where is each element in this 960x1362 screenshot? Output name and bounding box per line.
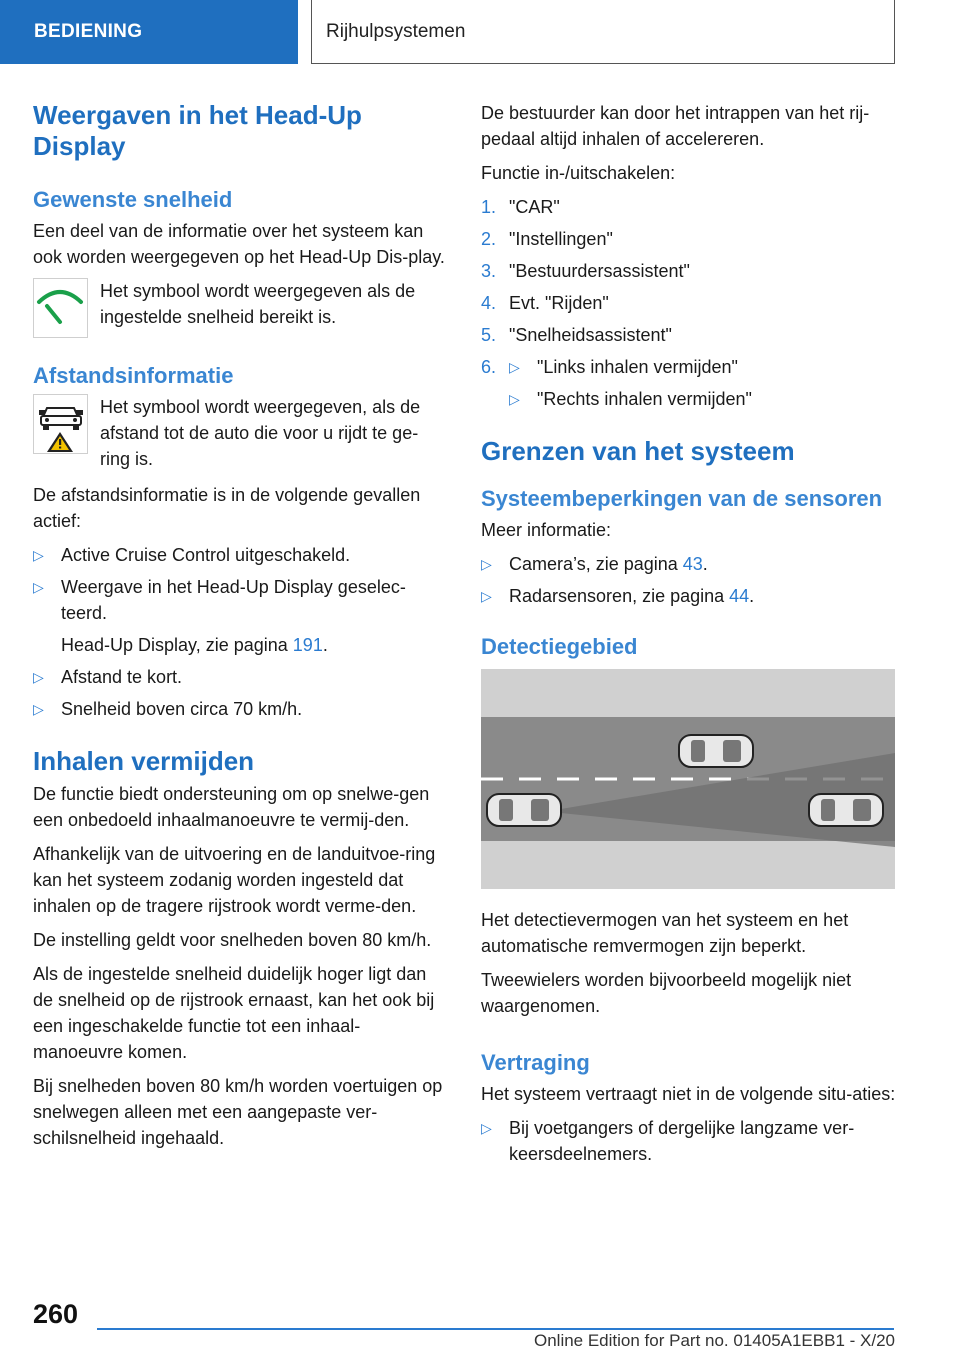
toggle-steps-list [481,194,899,412]
cross-reference: Head-Up Display, zie pagina 191. [61,635,328,655]
sub-item: ▷ "Rechts inhalen vermijden" [509,386,899,412]
distance-conditions-list [33,542,448,722]
triangle-bullet-icon: ▷ [481,1120,492,1136]
right-column [481,100,899,1175]
list-item: ▷ Snelheid boven circa 70 km/h. [33,696,448,722]
page-link-44[interactable]: 44 [729,586,750,606]
triangle-bullet-icon: ▷ [33,547,44,563]
page-link-43[interactable]: 43 [682,554,703,574]
list-item: 1. "CAR" [481,197,560,217]
page-link-191[interactable]: 191 [292,635,323,655]
sub-item: ▷ "Links inhalen vermijden" [509,354,899,380]
car-icon [809,794,883,826]
paragraph-distance-icon: Het symbool wordt weergegeven, als de afstand tot de auto die voor u rijdt te ge-ring is. [100,397,421,469]
list-item: 3. "Bestuurdersassistent" [481,261,690,281]
paragraph-speed-icon: Het symbool wordt weergegeven als de ingestelde snelheid bereikt is. [100,281,416,327]
list-item: 6. ▷ "Links inhalen vermijden" ▷ "Rechts inhalen vermijden" [481,354,899,412]
footer-divider [97,1328,894,1330]
list-item: ▷ Afstand te kort. [33,664,448,690]
triangle-bullet-icon: ▷ [33,579,44,595]
heading-avoid-overtaking: Inhalen vermijden [33,746,255,776]
page-number: 260 [33,1299,79,1329]
footer-edition: Online Edition for Part no. 01405A1EBB1 - X/20 [533,1331,895,1350]
list-item: ▷ Active Cruise Control uitgeschakeld. [33,542,448,568]
detection-area-illustration [481,669,895,889]
paragraph-toggle: Functie in-/uitschakelen: [481,163,676,183]
paragraph-overtake-5: Bij snelheden boven 80 km/h worden voertuigen op snelwegen alleen met een aangepaste ver-schilsnelheid ingehaald. [33,1076,443,1148]
paragraph-overtake-1: De functie biedt ondersteuning om op snelwe-gen een onbedoeld inhaalmanoeuvre te vermij-den. [33,784,430,830]
list-item: ▷ Bij voetgangers of dergelijke langzame ver-keersdeelnemers. [481,1115,899,1167]
heading-head-up-display: Weergaven in het Head-Up Display [33,100,362,161]
list-item: 4. Evt. "Rijden" [481,293,609,313]
list-item: ▷ Camera’s, zie pagina 43. [481,551,899,577]
car-icon [487,794,561,826]
paragraph-more-info: Meer informatie: [481,520,612,540]
paragraph-deceleration: Het systeem vertraagt niet in de volgende situ-aties: [481,1084,896,1104]
triangle-bullet-icon: ▷ [481,556,492,572]
paragraph-distance-active: De afstandsinformatie is in de volgende gevallen actief: [33,485,421,531]
list-item: 5. "Snelheidsassistent" [481,325,672,345]
paragraph-detection-2: Tweewielers worden bijvoorbeeld mogelijk niet waargenomen. [481,970,852,1016]
heading-sensor-limits: Systeembeperkingen van de sensoren [481,486,883,511]
triangle-bullet-icon: ▷ [481,588,492,604]
speed-reached-icon [33,278,88,338]
distance-warning-icon [33,394,88,454]
car-icon [679,735,753,767]
header-chapter-title: Rijhulpsystemen [311,0,895,64]
paragraph-detection-1: Het detectievermogen van het systeem en het automatische remvermogen zijn beperkt. [481,910,849,956]
heading-detection-area: Detectiegebied [481,634,638,659]
list-item: ▷ Radarsensoren, zie pagina 44. [481,583,899,609]
paragraph-accelerator: De bestuurder kan door het intrappen van het rij-pedaal altijd inhalen of accelereren. [481,103,870,149]
distance-icon-row [33,394,448,472]
triangle-bullet-icon: ▷ [509,391,520,407]
heading-deceleration: Vertraging [481,1050,590,1075]
paragraph-overtake-4: Als de ingestelde snelheid duidelijk hoger ligt dan de snelheid op de rijstrook ernaast, kan het ook bij een ingeschakelde functie tot een inhaal-manoeuvre komen. [33,964,435,1062]
speed-icon-row [33,278,448,338]
left-column [33,100,448,1159]
triangle-bullet-icon: ▷ [33,669,44,685]
deceleration-list [481,1115,899,1167]
heading-system-limits: Grenzen van het systeem [481,436,795,466]
heading-desired-speed: Gewenste snelheid [33,187,233,212]
paragraph-overtake-2: Afhankelijk van de uitvoering en de landuitvoe-ring kan het systeem zodanig worden ingesteld dat inhalen op de tragere rijstrook wordt verme-den. [33,844,436,916]
triangle-bullet-icon: ▷ [33,701,44,717]
paragraph-speed-intro: Een deel van de informatie over het systeem kan ook worden weergegeven op het Head-Up Dis-play. [33,221,445,267]
header-section-tab: BEDIENING [0,0,298,64]
sensor-references-list [481,551,899,609]
triangle-bullet-icon: ▷ [509,359,520,375]
heading-distance-info: Afstandsinformatie [33,363,234,388]
list-item: ▷ Weergave in het Head-Up Display geselec-teerd. Head-Up Display, zie pagina 191. [33,574,448,658]
paragraph-overtake-3: De instelling geldt voor snelheden boven 80 km/h. [33,930,432,950]
list-item: 2. "Instellingen" [481,229,613,249]
